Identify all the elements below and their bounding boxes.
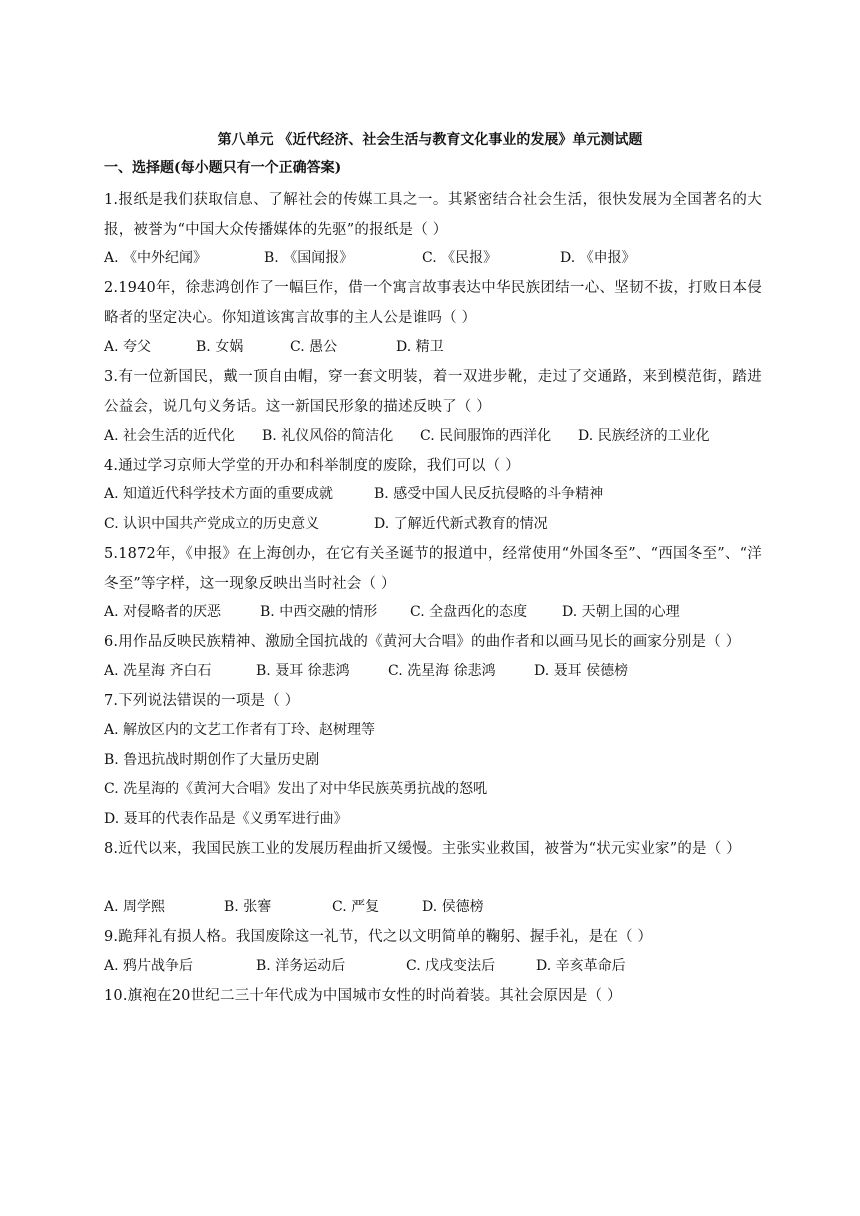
question-3-stem: 3.有一位新国民，戴一顶自由帽，穿一套文明装，着一双进步靴，走过了交通路，来到模范街，踏进公益会，说几句义务话。这一新国民形象的描述反映了（ ） [104,369,762,415]
question-4-stem: 4.通过学习京师大学堂的开办和科举制度的废除，我们可以（ ） [104,458,520,474]
option-b: B. 中西交融的情形 [260,604,378,620]
option-d: D. 《申报》 [560,250,636,266]
option-b: B. 聂耳 徐悲鸿 [256,663,350,679]
option-d: D. 民族经济的工业化 [578,428,710,444]
question-6-stem: 6.用作品反映民族精神、激励全国抗战的《黄河大合唱》的曲作者和以画马见长的画家分别是（ ） [104,634,741,650]
option-a: A. 解放区内的文艺工作者有丁玲、赵树理等 [104,722,376,738]
option-a: A. 对侵略者的厌恶 [104,604,222,620]
question-8-stem: 8.近代以来，我国民族工业的发展历程曲折又缓慢。主张实业救国，被誉为“状元实业家”的是（ ） [104,841,741,857]
option-c: C. 民间服饰的西洋化 [420,428,552,444]
option-c: C. 认识中国共产党成立的历史意义 [104,516,320,532]
option-b: B. 礼仪风俗的简洁化 [262,428,394,444]
option-d: D. 了解近代新式教育的情况 [374,516,548,532]
option-a: A. 知道近代科学技术方面的重要成就 [104,486,334,502]
option-d: D. 聂耳的代表作品是《义勇军进行曲》 [104,811,348,827]
option-b: B. 《国闻报》 [264,250,354,266]
option-d: D. 聂耳 侯德榜 [534,663,629,679]
option-b: B. 洋务运动后 [256,958,346,974]
option-c: C. 《民报》 [422,250,498,266]
option-c: C. 冼星海 徐悲鸿 [388,663,496,679]
option-c: C. 戊戌变法后 [406,958,496,974]
option-c: C. 全盘西化的态度 [410,604,528,620]
option-c: C. 严复 [332,899,380,915]
option-d: D. 天朝上国的心理 [562,604,680,620]
option-b: B. 女娲 [196,339,244,355]
section-heading: 一、选择题(每小题只有一个正确答案) [104,160,342,176]
option-d: D. 精卫 [396,339,444,355]
question-9-stem: 9.跪拜礼有损人格。我国废除这一礼节，代之以文明简单的鞠躬、握手礼，是在（ ） [104,929,653,945]
option-b: B. 感受中国人民反抗侵略的斗争精神 [374,486,604,502]
option-c: C. 愚公 [290,339,338,355]
option-d: D. 辛亥革命后 [536,958,626,974]
question-1-stem: 1.报纸是我们获取信息、了解社会的传媒工具之一。其紧密结合社会生活，很快发展为全国著名的大报，被誉为“中国大众传播媒体的先驱”的报纸是（ ） [104,192,762,238]
question-7-stem: 7.下列说法错误的一项是（ ） [104,693,300,709]
option-a: A. 《中外纪闻》 [104,250,208,266]
option-a: A. 社会生活的近代化 [104,428,236,444]
question-10-stem: 10.旗袍在20世纪二三十年代成为中国城市女性的时尚着装。其社会原因是（ ） [104,988,622,1004]
option-d: D. 侯德榜 [422,899,484,915]
option-a: A. 周学熙 [104,899,166,915]
option-b: B. 鲁迅抗战时期创作了大量历史剧 [104,752,320,768]
question-5-stem: 5.1872年，《申报》在上海创办，在它有关圣诞节的报道中，经常使用“外国冬至”、“西国冬至”、“洋冬至”等字样，这一现象反映出当时社会（ ） [104,546,762,592]
question-2-stem: 2.1940年，徐悲鸿创作了一幅巨作，借一个寓言故事表达中华民族团结一心、坚韧不拔，打败日本侵略者的坚定决心。你知道该寓言故事的主人公是谁吗（ ） [104,280,762,326]
document-title: 第八单元 《近代经济、社会生活与教育文化事业的发展》单元测试题 [217,132,643,148]
option-a: A. 夸父 [104,339,152,355]
option-a: A. 冼星海 齐白石 [104,663,212,679]
option-a: A. 鸦片战争后 [104,958,194,974]
option-c: C. 冼星海的《黄河大合唱》发出了对中华民族英勇抗战的怒吼 [104,781,488,797]
option-b: B. 张謇 [224,899,272,915]
